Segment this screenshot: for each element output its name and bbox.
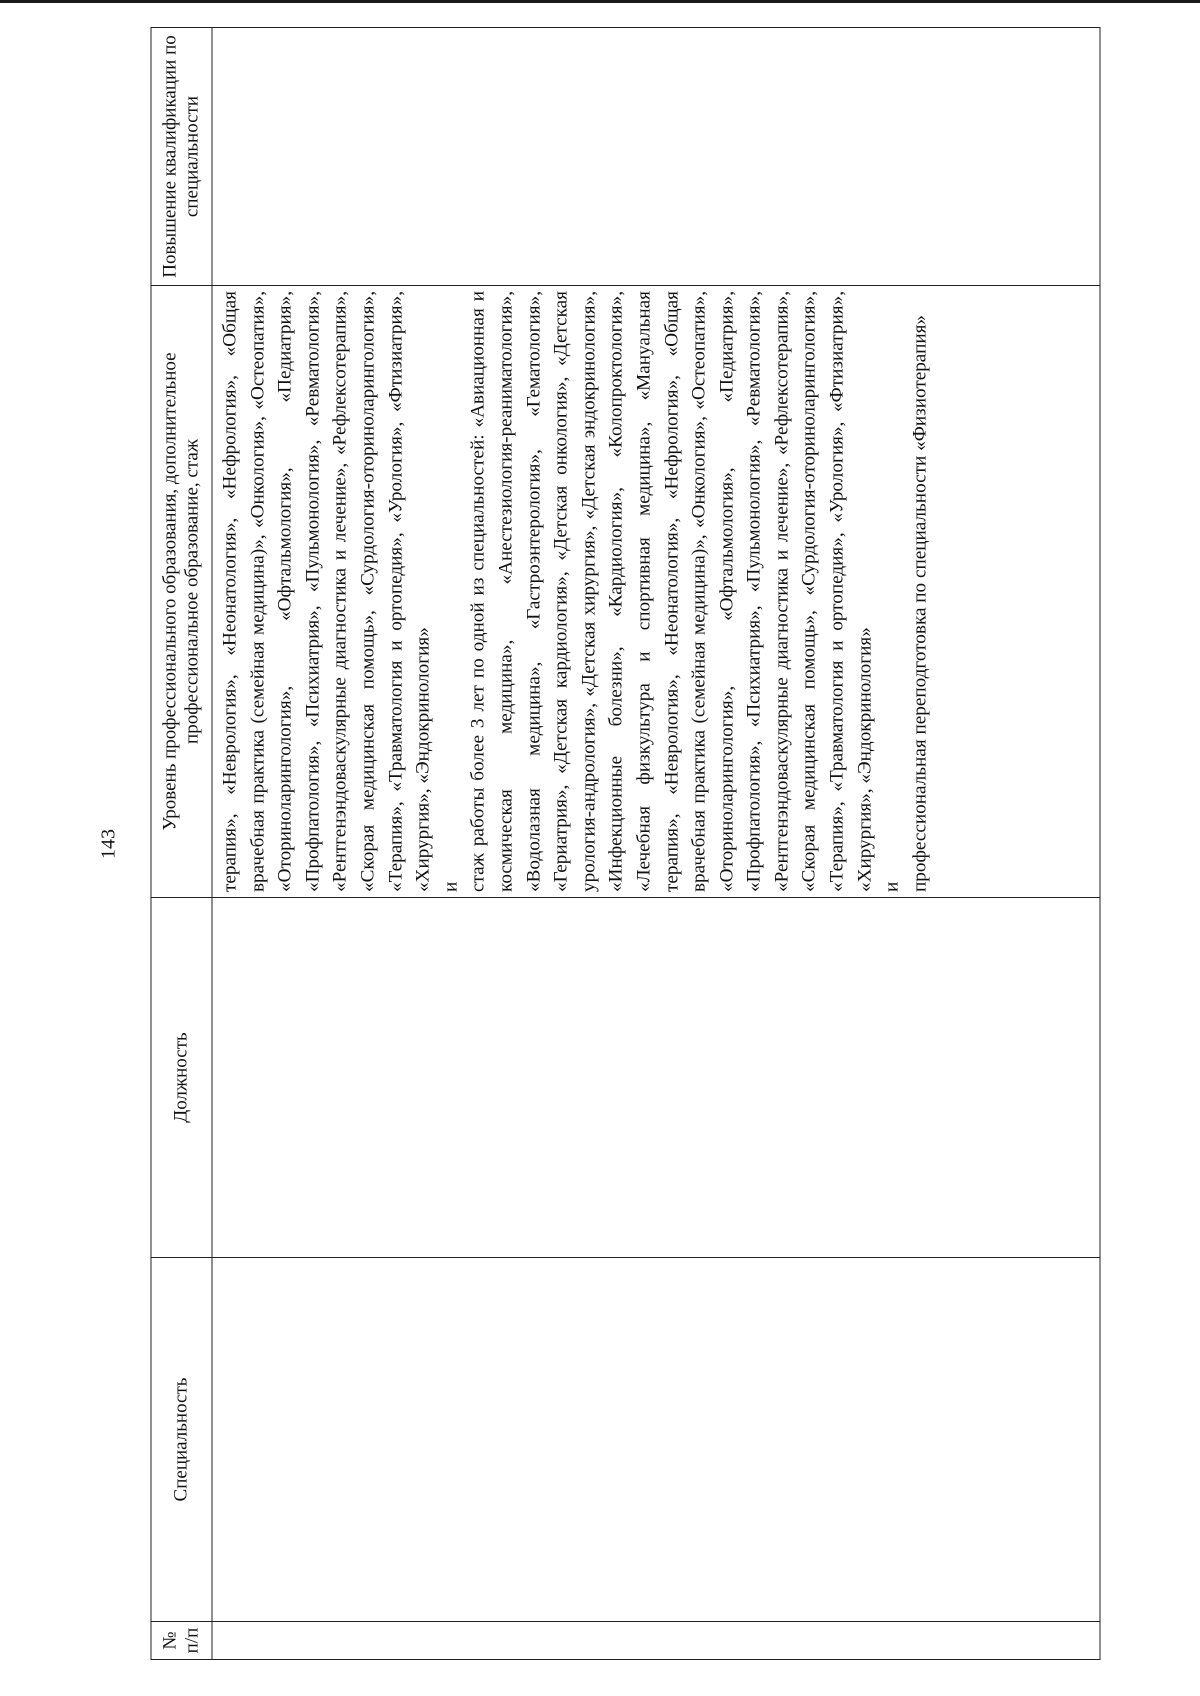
education-paragraph-3: профессиональная переподготовка по специальности «Физиотерапия»: [909, 314, 931, 892]
cell-qualification: [212, 28, 1100, 286]
cell-position: [212, 898, 1100, 1258]
cell-specialty: [212, 1258, 1100, 1622]
cell-education: [212, 286, 1100, 898]
header-education: Уровень профессионального образования, дополнительное профессиональное образование, стаж: [151, 286, 212, 898]
education-paragraph-1: терапия», «Неврология», «Неонатология», «Нефрология», «Общая врачебная практика (семейная медицина)», «Онкология», «Остеопатия», «Оториноларингология», «Офтальмология», «Педиатрия», «Профпатология», «Психиатрия», «Пульмонология», «Ревматология», «Рентгенэндоваскулярные диагностика и лечение», «Рефлексотерапия», «Скорая медицинская помощь», «Сурдология-оториноларингология», «Терапия», «Травматология и ортопедия», «Урология», «Фтизиатрия», «Хирургия», «Эндокринология»: [219, 291, 434, 892]
education-and-1: и: [440, 881, 462, 892]
scan-edge: [0, 0, 1200, 3]
education-paragraph-2: стаж работы более 3 лет по одной из специальностей: «Авиационная и космическая медицина», «Анестезиология-реаниматология», «Водолазная медицина», «Гастроэнтерология», «Гематология», «Гериатрия», «Детская кардиология», «Детская онкология», «Детская урология-андрология», «Детская хирургия», «Детская эндокринология», «Инфекционные болезни», «Кардиология», «Колопроктология», «Лечебная физкультура и спортивная медицина», «Мануальная терапия», «Неврология», «Неонатология», «Нефрология», «Общая врачебная практика (семейная медицина)», «Онкология», «Остеопатия», «Оториноларингология», «Офтальмология», «Педиатрия», «Профпатология», «Психиатрия», «Пульмонология», «Ревматология», «Рентгенэндоваскулярные диагностика и лечение», «Рефлексотерапия», «Скорая медицинская помощь», «Сурдология-оториноларингология», «Терапия», «Травматология и ортопедия», «Урология», «Фтизиатрия», «Хирургия», «Эндокринология»: [467, 291, 876, 892]
header-qualification: Повышение квалификации по специальности: [151, 28, 212, 286]
specialty-table: [151, 27, 1101, 1660]
page-number: 143: [97, 829, 120, 859]
header-specialty: Специальность: [151, 1258, 212, 1622]
table-header-row: [151, 28, 212, 1660]
rotated-page: [93, 28, 1108, 1660]
header-position: Должность: [151, 898, 212, 1258]
education-and-2: и: [881, 881, 903, 892]
header-num: № п/п: [151, 1622, 212, 1660]
table-row: [212, 28, 1100, 1660]
cell-num: [212, 1622, 1100, 1660]
